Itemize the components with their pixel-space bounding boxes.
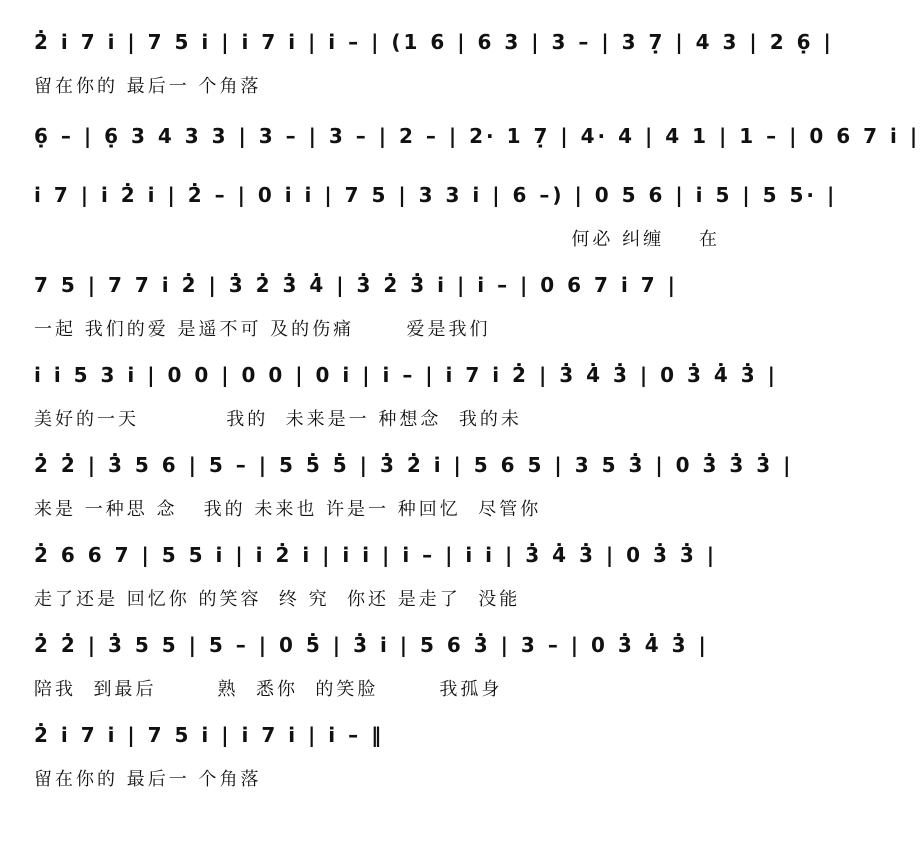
notation-line: 2̇ 6 6 7 | 5 5 i̇ | i̇ 2̇ i̇ | i̇ i̇ | i̇ – | i̇ i̇ | 3̇ 4̇ 3̇ | 0 3̇ 3̇ |	[34, 543, 718, 567]
lyrics-line: 留在你的 最后一 个角落	[34, 76, 262, 97]
lyrics-line: 陪我 到最后 熟 悉你 的笑脸 我孤身	[34, 679, 503, 700]
notation-line: i̇ 7 | i̇ 2̇ i̇ | 2̇ – | 0 i̇ i̇ | 7 5 | 3 3 i̇ | 6 –) | 0 5 6 | i̇ 5 | 5 5· |	[34, 183, 838, 207]
score-row-1	[0, 30, 834, 120]
lyrics-line: 留在你的 最后一 个角落	[34, 769, 262, 790]
score-row-4	[0, 273, 750, 363]
lyrics-line: 走了还是 回忆你 的笑容 终 究 你还 是走了 没能	[34, 589, 521, 610]
score-row-6	[0, 453, 794, 543]
score-row-7	[0, 543, 750, 633]
notation-line: 2̇ 2̇ | 3̇ 5 6 | 5 – | 5 5̇ 5̇ | 3̇ 2̇ i̇ | 5 6 5 | 3 5 3̇ | 0 3̇ 3̇ 3̇ |	[34, 453, 794, 477]
score-row-8	[0, 633, 750, 723]
lyrics-line: 来是 一种思 念 我的 未来也 许是一 种回忆 尽管你	[34, 499, 542, 520]
notation-line: 7 5 | 7 7 i̇ 2̇ | 3̇ 2̇ 3̇ 4̇ | 3̇ 2̇ 3̇ i̇ | i̇ – | 0 6 7 i̇ 7 |	[34, 273, 678, 297]
notation-line: 2̇ 2̇ | 3̇ 5 5 | 5 – | 0 5̇ | 3̇ i̇ | 5 6 3̇ | 3 – | 0 3̇ 4̇ 3̇ |	[34, 633, 709, 657]
notation-line: 2̇ i̇ 7 i̇ | 7 5 i̇ | i̇ 7 i̇ | i̇ – ‖	[34, 723, 385, 747]
score-row-9	[0, 723, 750, 813]
score-row-3	[0, 183, 838, 273]
lyrics-line: 一起 我们的爱 是遥不可 及的伤痛 爱是我们	[34, 319, 491, 340]
lyrics-line: 美好的一天 我的 未来是一 种想念 我的未	[34, 409, 522, 430]
notation-line: 6̣ – | 6̣ 3 4 3 3 | 3 – | 3 – | 2 – | 2· 1 7̣ | 4· 4 | 4 1 | 1 – | 0 6 7 i̇ |	[34, 124, 920, 148]
lyrics-line: 何必 纠缠 在	[571, 229, 720, 250]
notation-line: i̇ i̇ 5 3 i̇ | 0 0 | 0 0 | 0 i̇ | i̇ – | i̇ 7 i̇ 2̇ | 3̇ 4̇ 3̇ | 0 3̇ 4̇ 3̇ |	[34, 363, 778, 387]
notation-line: 2̇ i̇ 7 i̇ | 7 5 i̇ | i̇ 7 i̇ | i̇ – | (1 6 | 6 3 | 3 – | 3 7̣ | 4 3 | 2 6̣ |	[34, 30, 834, 54]
score-row-5	[0, 363, 778, 453]
